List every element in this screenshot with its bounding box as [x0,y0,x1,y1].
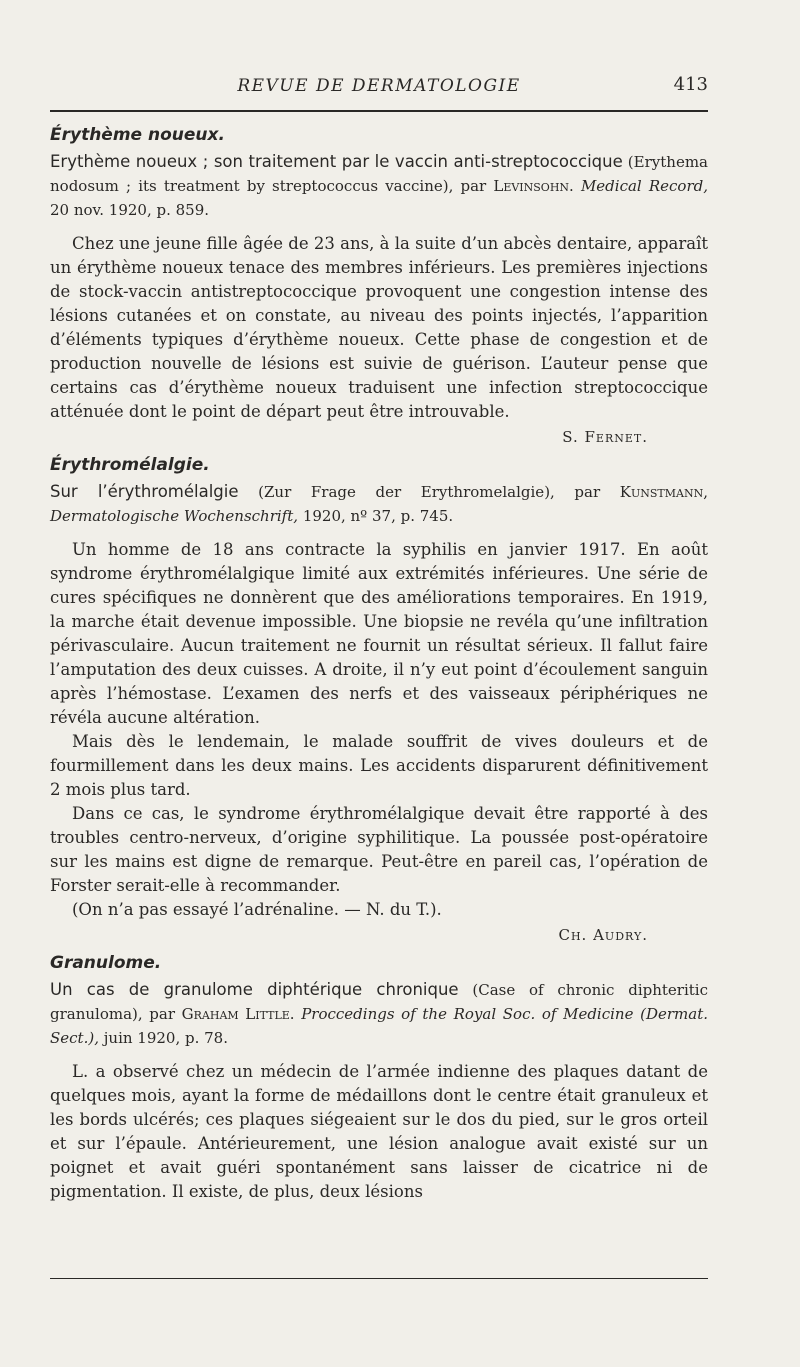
reference-journal: Medical Record, [573,177,708,195]
paragraph: Dans ce cas, le syndrome érythromélalgique devait être rapporté à des troubles centro-nerveux, d’origine syphilitique. La poussée post-opératoire sur les mains est digne de remarque. Peut-être en pareil cas, l’opération de Forster serait-elle à recommander. [50,804,708,895]
header-rule [50,110,708,112]
reference-title: Un cas de granulome diphtérique chronique [50,980,459,999]
reference-date: 20 nov. 1920, p. 859. [50,201,210,219]
reference-author: Graham Little. [181,1005,295,1023]
reference-journal: Dermatologische Wochenschrift, [50,507,299,525]
section-title: Érythème noueux. [50,125,225,145]
paragraph: Chez une jeune fille âgée de 23 ans, à la suite d’un abcès dentaire, apparaît un érythème noueux tenace des membres inférieurs. Les premières injections de stock-vaccin antistreptococcique provoquent une congestion intense des lésions cutanées et on constate, au niveau des points injectés, l’apparition d’éléments typiques d’érythème noueux. Cette phase de congestion et de production nouvelle de lésions est suivie de guérison. L’auteur pense que certains cas d’érythème noueux traduisent une infection streptococcique atténuée dont le point de départ peut être introuvable. [50,234,708,421]
reference-author: Levinsohn. [493,177,574,195]
bibliographic-reference [50,480,708,528]
reference-title: Erythème noueux ; son traitement par le vaccin anti-streptococcique [50,152,623,171]
reference-subtitle: (Erythema nodosum ; its treatment by streptococcus vaccine), par [50,153,708,195]
signature: S. Fernet. [562,428,648,446]
paragraph: Un homme de 18 ans contracte la syphilis en janvier 1917. En août syndrome érythromélalgique limité aux extrémités inférieures. Une série de cures spécifiques ne donnèrent que des améliorations temporaires. En 1919, la marche était devenue impossible. Une biopsie ne revéla qu’une infiltration périvasculaire. Aucun traitement ne fournit un résultat sérieux. Il fallut faire l’amputation des deux cuisses. A droite, il n’y eut point d’écoulement sanguin après l’hémostase. L’examen des nerfs et des vaisseaux périphériques ne révéla aucune altération. [50,540,708,727]
bibliographic-reference [50,978,708,1050]
reference-subtitle: (Case of chronic diphteritic granuloma), par [50,981,708,1023]
reference-journal: Proccedings of the Royal Soc. of Medicine (Dermat. Sect.), [50,1005,708,1047]
reference-date: 1920, nº 37, p. 745. [298,507,454,525]
article-body [50,120,708,1204]
reference-author: Kunstmann, [619,483,708,501]
footer-rule [50,1278,708,1279]
section-title: Érythromélalgie. [50,455,210,475]
signature: Ch. Audry. [558,926,648,944]
paragraph: (On n’a pas essayé l’adrénaline. — N. du T.). [72,900,442,919]
section-title: Granulome. [50,953,162,973]
running-title: REVUE DE DERMATOLOGIE [237,76,521,96]
page-number: 413 [673,74,708,95]
running-header [50,74,708,100]
reference-subtitle: (Zur Frage der Erythromelalgie), par [238,483,620,501]
paragraph: L. a observé chez un médecin de l’armée indienne des plaques datant de quelques mois, ayant la forme de médaillons dont le centre était granuleux et les bords ulcérés; ces plaques siégeaient sur le dos du pied, sur le gros orteil et sur l’épaule. Antérieurement, une lésion analogue avait existé sur un poignet et avait guéri spontanément sans laisser de cicatrice ni de pigmentation. Il existe, de plus, deux lésions [50,1062,708,1201]
reference-date: juin 1920, p. 78. [98,1029,228,1047]
paragraph: Mais dès le lendemain, le malade souffrit de vives douleurs et de fourmillement dans les deux mains. Les accidents disparurent définitivement 2 mois plus tard. [50,732,708,799]
bibliographic-reference [50,150,708,222]
reference-title: Sur l’érythromélalgie [50,482,239,501]
